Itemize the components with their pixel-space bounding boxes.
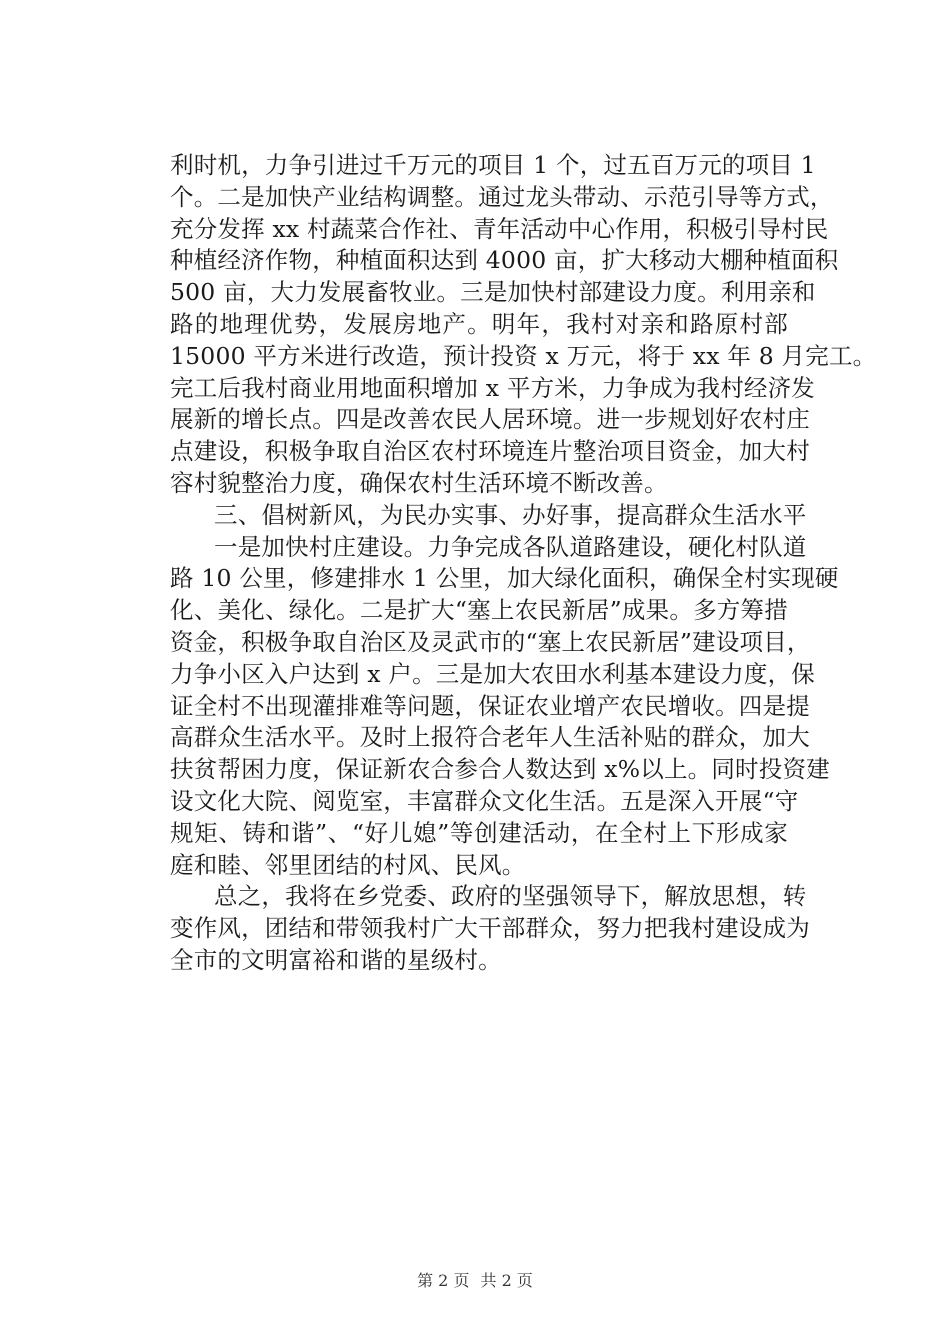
paragraph-3-line: 庭和睦、邻里团结的村风、民风。: [170, 850, 526, 879]
paragraph-3-line: 路 10 公里，修建排水 1 公里，加大绿化面积，确保全村实现硬: [170, 564, 839, 593]
page-total: 共 2 页: [480, 1271, 533, 1290]
conclusion-line: 全市的文明富裕和谐的星级村。: [170, 945, 502, 974]
paragraph-1-line: 15000 平方米进行改造，预计投资 x 万元，将于 xx 年 8 月完工。: [170, 341, 877, 370]
paragraph-1-line: 点建设，积极争取自治区农村环境连片整治项目资金，加大村: [170, 437, 810, 466]
paragraph-1-line: 容村貌整治力度，确保农村生活环境不断改善。: [170, 468, 668, 497]
conclusion-line: 变作风，团结和带领我村广大干部群众，努力把我村建设成为: [170, 914, 810, 943]
paragraph-1-line: 路的地理优势，发展房地产。明年，我村对亲和路原村部: [170, 309, 788, 338]
paragraph-1-line: 种植经济作物，种植面积达到 4000 亩，扩大移动大棚种植面积: [170, 246, 839, 275]
paragraph-1-line: 展新的增长点。四是改善农民人居环境。进一步规划好农村庄: [170, 405, 810, 434]
paragraph-1-line: 完工后我村商业用地面积增加 x 平方米，力争成为我村经济发: [170, 373, 815, 402]
paragraph-3-line: 一是加快村庄建设。力争完成各队道路建设，硬化村队道: [214, 532, 807, 561]
paragraph-1-line: 利时机，力争引进过千万元的项目 1 个，过五百万元的项目 1: [170, 151, 816, 179]
paragraph-1-line: 充分发挥 xx 村蔬菜合作社、青年活动中心作用，积极引导村民: [170, 214, 829, 243]
paragraph-3-line: 扶贫帮困力度，保证新农合参合人数达到 x%以上。同时投资建: [170, 755, 830, 784]
paragraph-3-line: 化、美化、绿化。二是扩大“塞上农民新居”成果。多方筹措: [170, 596, 788, 625]
conclusion-line: 总之，我将在乡党委、政府的坚强领导下，解放思想，转: [214, 882, 807, 911]
paragraph-3-line: 高群众生活水平。及时上报符合老年人生活补贴的群众，加大: [170, 723, 810, 752]
paragraph-3-line: 资金，积极争取自治区及灵武市的“塞上农民新居”建设项目，: [170, 627, 811, 656]
paragraph-3-line: 证全村不出现灌排难等问题，保证农业增产农民增收。四是提: [170, 691, 810, 720]
page-footer: [0, 1271, 950, 1291]
paragraph-1-line: 500 亩，大力发展畜牧业。三是加快村部建设力度。利用亲和: [170, 278, 816, 307]
document-body: [170, 150, 877, 977]
paragraph-3-line: 设文化大院、阅览室，丰富群众文化生活。五是深入开展“守: [170, 786, 799, 815]
paragraph-3-line: 规矩、铸和谐”、“好儿媳”等创建活动，在全村上下形成家: [170, 818, 788, 847]
paragraph-3-line: 力争小区入户达到 x 户。三是加大农田水利基本建设力度，保: [170, 659, 815, 688]
page-number: 第 2 页: [417, 1271, 470, 1290]
section-heading: 三、倡树新风，为民办实事、办好事，提高群众生活水平: [214, 500, 807, 529]
paragraph-1-line: 个。二是加快产业结构调整。通过龙头带动、示范引导等方式，: [170, 182, 834, 211]
